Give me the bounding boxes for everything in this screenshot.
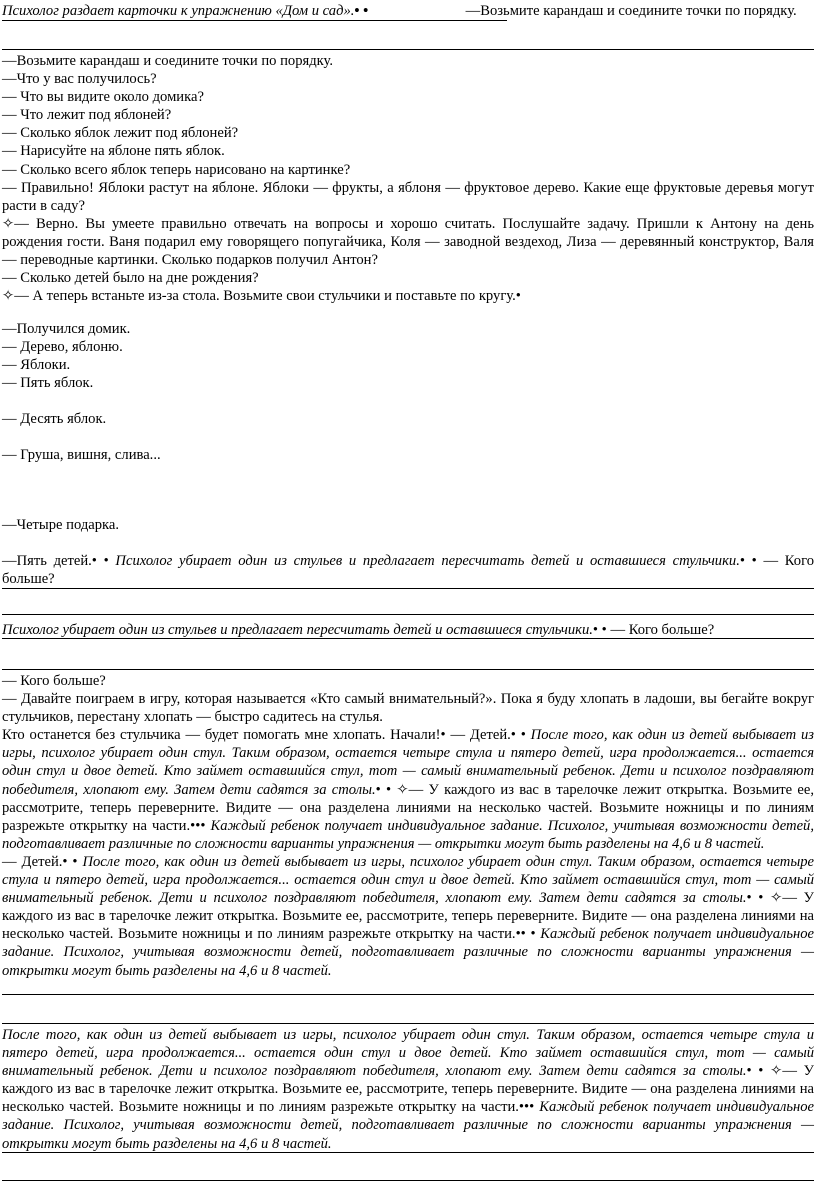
divider-full bbox=[2, 994, 814, 995]
divider-short bbox=[2, 49, 814, 50]
answer-line: — Яблоки. bbox=[2, 357, 71, 373]
who-more-text: — Кого больше? bbox=[606, 622, 715, 638]
who-more-line: — Кого больше? bbox=[2, 673, 106, 689]
question-line: — Сколько детей было на дне рождения? bbox=[2, 270, 259, 287]
bullet-markers: • • bbox=[592, 622, 607, 638]
children-paragraph bbox=[2, 853, 814, 980]
bullet-markers: • • ✧ bbox=[746, 890, 783, 907]
answer-line: — Пять яблок. bbox=[2, 375, 94, 391]
bullet-markers: •• • bbox=[515, 926, 541, 943]
psychologist-note: Каждый ребенок получает индивидуальное задание. Психолог, учитывая возможности детей, подготавливает различные по сложности варианты упражнения — открытки могут быть разделены на 4,6 и 8 частей. bbox=[2, 817, 814, 852]
bullet-markers: • • bbox=[354, 3, 369, 19]
psychologist-note: Каждый ребенок получает индивидуальное задание. Психолог, учитывая возможности детей, подготавливает различные по сложности варианты упражнения — открытки могут быть разделены на 4,6 и 8 частей. bbox=[2, 1099, 814, 1152]
psychologist-note: После того, как один из детей выбывает из игры, психолог убирает один стул. Таким образом, остается четыре стула и пятеро детей, игра продолжается... остается один стул и двое детей. Кто займет оставшийся стул, тот — самый внимательный ребенок. Дети и психолог поздравляют победителя, хлопают ему. Затем дети садятся за столы. bbox=[2, 853, 814, 907]
question-line: —Что у вас получилось? bbox=[2, 71, 157, 88]
children-text: — Детей. bbox=[2, 853, 63, 870]
question-line: — Что лежит под яблоней? bbox=[2, 107, 172, 124]
questions-block bbox=[2, 52, 814, 305]
header-underlined bbox=[2, 2, 507, 21]
bullet-markers: ••• bbox=[190, 817, 211, 834]
bullet-markers: • bbox=[440, 727, 446, 744]
remove-chair-line bbox=[2, 621, 814, 639]
question-line: ✧— А теперь встаньте из-за стола. Возьмите свои стульчики и поставьте по кругу.• bbox=[2, 288, 521, 305]
answer-line: — Десять яблок. bbox=[2, 411, 107, 427]
five-children-text: —Пять детей. bbox=[2, 553, 92, 569]
card-instruction: — У каждого из вас в тарелочке лежит открытка. Возьмите ее, рассмотрите, теперь переверните. Видите — она разделена линиями на несколько частей. Возьмите ножницы и по линиям разрежьте открытку на части. bbox=[2, 1063, 814, 1116]
divider-full bbox=[2, 614, 814, 615]
rule-text: Кто останется без стульчика — будет помогать мне хлопать. Начали! bbox=[2, 727, 441, 744]
answer-line: —Получился домик. bbox=[2, 321, 131, 337]
question-paragraph: — Правильно! Яблоки растут на яблоне. Яблоки — фрукты, а яблоня — фруктовое дерево. Какие еще фруктовые деревья могут расти в саду? bbox=[2, 179, 814, 214]
who-more-text: — Кого больше? bbox=[2, 553, 814, 588]
answer-line: — Груша, вишня, слива... bbox=[2, 447, 161, 463]
five-children-paragraph bbox=[2, 552, 814, 588]
psychologist-note: После того, как один из детей выбывает из игры, психолог убирает один стул. Таким образом, остается четыре стула и пятеро детей, игра продолжается... остается один стул и двое детей. Кто займет оставшийся стул, тот — самый внимательный ребенок. Дети и психолог поздравляют победителя, хлопают ему. Затем дети садятся за столы. bbox=[2, 1027, 814, 1080]
question-paragraph: ✧— Верно. Вы умеете правильно отвечать на вопросы и хорошо считать. Послушайте задачу. Пришли к Антону на день рождения гости. Ваня подарил ему говорящего попугайчика, Коля — заводной вездеход, Лиза — деревянный конструктор, Валя — переводные картинки. Сколько подарков получил Антон? bbox=[2, 215, 814, 269]
final-paragraph bbox=[2, 1026, 814, 1153]
header-title: Психолог раздает карточки к упражнению «Дом и сад». bbox=[2, 3, 355, 19]
game-rules-paragraph bbox=[2, 726, 814, 853]
header-rest: —Возьмите карандаш и соедините точки по порядку. bbox=[462, 3, 797, 19]
psychologist-note: Психолог убирает один из стульев и предлагает пересчитать детей и оставшиеся стульчики. bbox=[115, 553, 740, 569]
bullet-markers: • • ✧ bbox=[375, 781, 409, 798]
card-instruction: — У каждого из вас в тарелочке лежит открытка. Возьмите ее, рассмотрите, теперь переверните. Видите — она разделена линиями на несколько частей. Возьмите ножницы и по линиям разрежьте открытку на части. bbox=[2, 781, 815, 834]
question-line: — Сколько яблок лежит под яблоней? bbox=[2, 125, 239, 142]
game-block bbox=[2, 672, 814, 980]
bullet-markers: • • bbox=[91, 553, 109, 569]
children-text: — Детей. bbox=[445, 727, 511, 744]
bullet-markers: • • bbox=[739, 553, 757, 569]
divider-full bbox=[2, 588, 814, 589]
question-line: — Что вы видите около домика? bbox=[2, 89, 204, 106]
bullet-markers: • • bbox=[62, 853, 83, 870]
psychologist-note: Психолог убирает один из стульев и предлагает пересчитать детей и оставшиеся стульчики. bbox=[2, 622, 593, 638]
divider-short bbox=[2, 1180, 814, 1181]
divider-short bbox=[2, 1152, 814, 1153]
psychologist-note: Каждый ребенок получает индивидуальное задание. Психолог, учитывая возможности детей, подготавливает различные по сложности варианты упражнения — открытки могут быть разделены на 4,6 и 8 частей. bbox=[2, 926, 815, 979]
bullet-markers: ••• bbox=[518, 1099, 540, 1116]
psychologist-note: После того, как один из детей выбывает из игры, психолог убирает один стул. Таким образом, остается четыре стула и пятеро детей, игра продолжается... остается один стул и двое детей. Кто займет оставшийся стул, тот — самый внимательный ребенок. Дети и психолог поздравляют победителя, хлопают ему. Затем дети садятся за столы. bbox=[2, 727, 814, 798]
header-line bbox=[2, 2, 814, 21]
question-line: — Нарисуйте на яблоне пять яблок. bbox=[2, 143, 225, 160]
answer-line: — Дерево, яблоню. bbox=[2, 339, 123, 355]
answer-line: —Четыре подарка. bbox=[2, 517, 120, 533]
divider-full bbox=[2, 669, 814, 670]
question-line: — Сколько всего яблок теперь нарисовано на картинке? bbox=[2, 161, 351, 178]
question-line: —Возьмите карандаш и соедините точки по порядку. bbox=[2, 53, 334, 69]
game-paragraph: — Давайте поиграем в игру, которая называется «Кто самый внимательный?». Пока я буду хлопать в ладоши, вы бегайте вокруг стульчиков, перестану хлопать — быстро садитесь на стулья. bbox=[2, 691, 814, 726]
divider-full bbox=[2, 1023, 814, 1024]
bullet-markers: • • ✧ bbox=[746, 1063, 783, 1080]
bullet-markers: • • bbox=[510, 727, 526, 744]
divider-full bbox=[2, 638, 814, 639]
card-instruction: — У каждого из вас в тарелочке лежит открытка. Возьмите ее, рассмотрите, теперь переверните. Видите — она разделена линиями на несколько частей. Возьмите ножницы и по линиям разрежьте открытку на части. bbox=[2, 890, 814, 943]
